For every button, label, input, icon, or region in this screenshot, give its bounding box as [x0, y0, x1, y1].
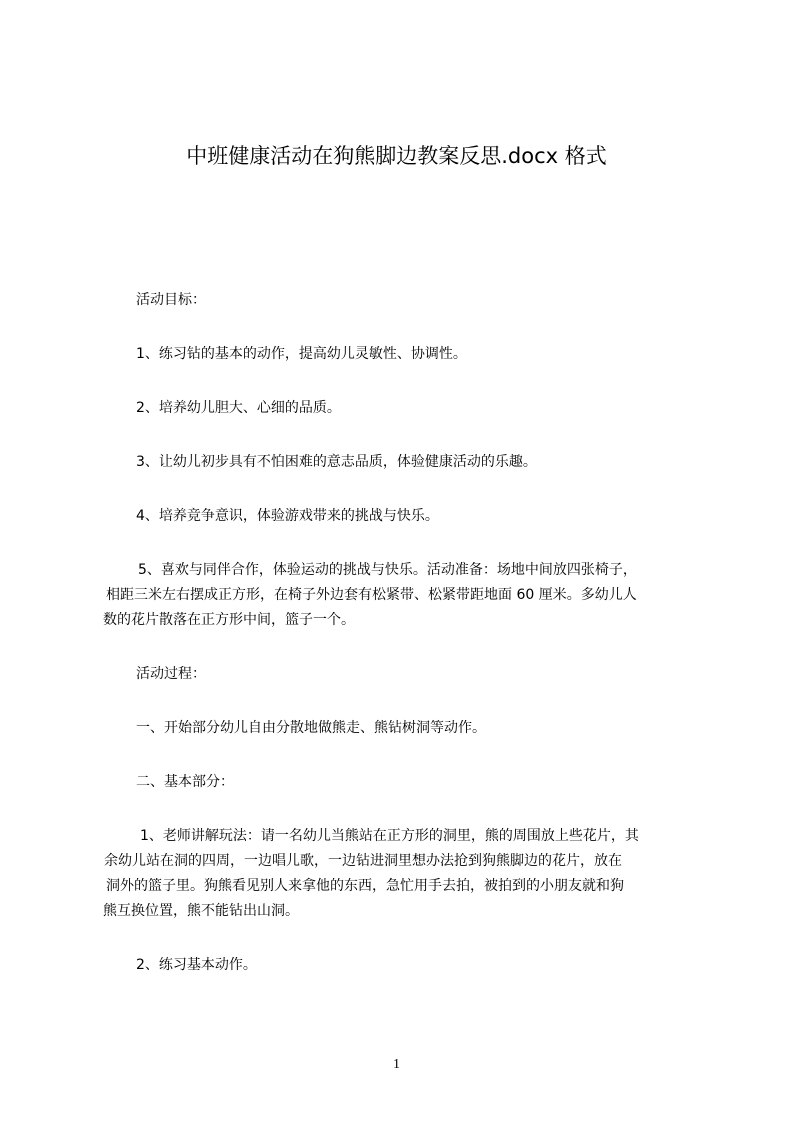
text-line: 1、老师讲解玩法：请一名幼儿当熊站在正方形的洞里，熊的周围放上些花片，其: [140, 828, 639, 844]
paragraph-activity-process-heading: 活动过程：: [136, 666, 206, 682]
paragraph-basic-part-heading: 二、基本部分：: [136, 774, 234, 790]
text-line: 余幼儿站在洞的四周，一边唱儿歌，一边钻进洞里想办法抢到狗熊脚边的花片，放在: [104, 853, 622, 869]
paragraph-practice-basic-moves: 2、练习基本动作。: [136, 957, 257, 973]
paragraph-goal-3: 3、让幼儿初步具有不怕困难的意志品质，体验健康活动的乐趣。: [136, 454, 537, 470]
page-number: 1: [393, 1057, 400, 1072]
text-line: 熊互换位置，熊不能钻出山洞。: [103, 903, 299, 919]
paragraph-activity-goals-heading: 活动目标：: [136, 292, 206, 308]
text-line: 数的花片散落在正方形中间，篮子一个。: [103, 612, 355, 628]
paragraph-opening-part: 一、开始部分幼儿自由分散地做熊走、熊钻树洞等动作。: [136, 720, 486, 736]
paragraph-goal-4: 4、培养竞争意识，体验游戏带来的挑战与快乐。: [136, 508, 439, 524]
paragraph-goal-2: 2、培养幼儿胆大、心细的品质。: [136, 400, 341, 416]
text-line: 洞外的篮子里。狗熊看见别人来拿他的东西，急忙用手去拍，被拍到的小朋友就和狗: [106, 878, 624, 894]
document-title: 中班健康活动在狗熊脚边教案反思.docx 格式: [186, 144, 607, 168]
text-line: 相距三米左右摆成正方形，在椅子外边套有松紧带、松紧带距地面 60 厘米。多幼儿人: [106, 587, 637, 603]
paragraph-goal-1: 1、练习钻的基本的动作，提高幼儿灵敏性、协调性。: [136, 346, 467, 362]
text-line: 5、喜欢与同伴合作，体验运动的挑战与快乐。活动准备：场地中间放四张椅子，: [138, 562, 637, 578]
